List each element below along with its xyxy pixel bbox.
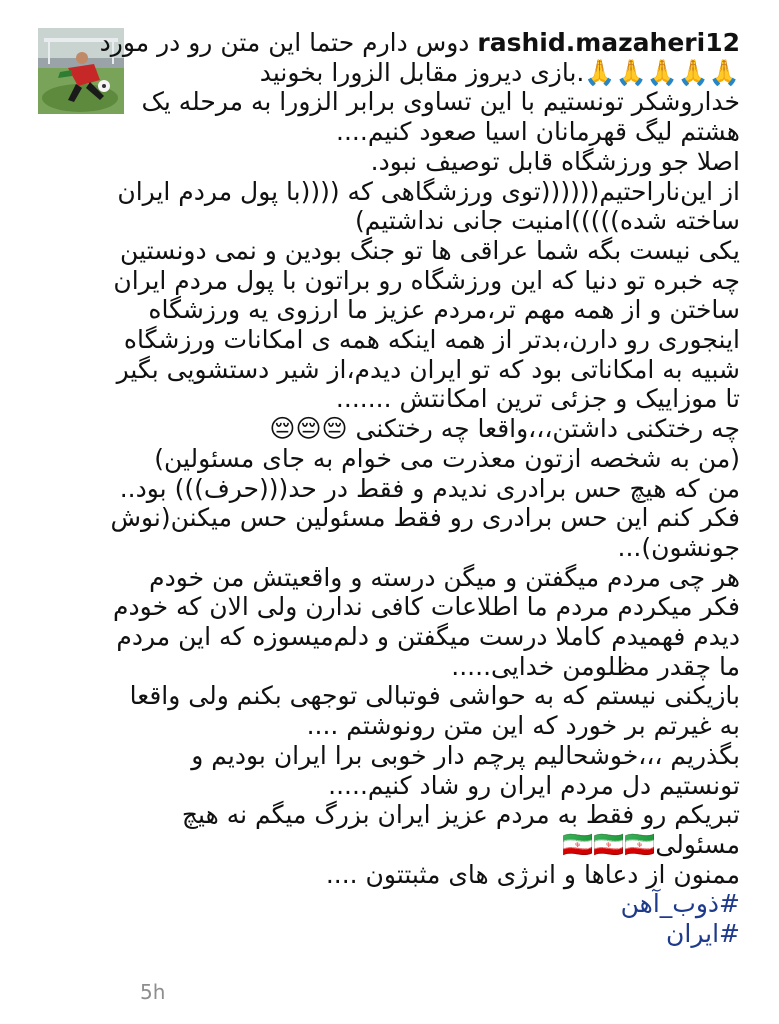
comment-line: از این‌ناراحتیم((((((توی ورزشگاهی که ((((با پول مردم ایران: [117, 176, 740, 206]
comment-line: چه خبره تو دنیا که این ورزشگاه رو براتون با پول مردم ایران: [113, 265, 740, 295]
comment-line: بازیکنی نیستم که به حواشی فوتبالی توجهی بکنم ولی واقعا: [129, 681, 740, 711]
comment-line: دیدم فهمیدم کاملا درست میگفتن و دلم‌میسوزه که این مردم: [116, 622, 740, 652]
comment-line: 🙏🙏🙏🙏🙏.بازی دیروز مقابل الزورا بخونید: [259, 57, 740, 87]
hashtag-link[interactable]: #ایران: [666, 919, 740, 949]
comment-text: [99, 28, 740, 949]
comment-line: اینجوری رو دارن،بدتر از همه اینکه همه ی امکانات ورزشگاه: [123, 325, 740, 355]
comment-line: فکر میکردم مردم ما اطلاعات کافی ندارن ولی الان که خودم: [113, 592, 740, 622]
comment-first-line: [99, 28, 740, 58]
hashtag-link[interactable]: #ذوب_آهن: [620, 889, 740, 919]
comment-line: ما چقدر مظلومن خدایی.....: [451, 651, 740, 681]
comment-line: (من به شخصه ازتون معذرت می خوام به جای مسئولین): [154, 443, 740, 473]
comment-line: شبیه به امکاناتی بود که تو ایران دیدم،از شیر دستشویی بگیر: [116, 354, 740, 384]
username-link[interactable]: rashid.mazaheri12: [477, 28, 740, 57]
comment-line: مسئولی🇮🇷🇮🇷🇮🇷: [562, 829, 740, 859]
comment-line-0: دوس دارم حتما این متن رو در مورد: [99, 28, 470, 57]
comment-line: هر چی مردم میگفتن و میگن درسته و واقعیتش من خودم: [149, 562, 740, 592]
comment-line: تا موزاییک و جزئی ترین امکانتش .......: [335, 384, 740, 414]
comment-line: ساختن و از همه مهم تر،مردم عزیز ما ارزوی یه ورزشگاه: [148, 295, 740, 325]
comment-line: یکی نیست بگه شما عراقی ها تو جنگ بودین و نمی دونستین: [120, 235, 740, 265]
comment-line: خداروشکر تونستیم با این تساوی برابر الزورا به مرحله یک: [141, 87, 740, 117]
comment-line: تبریکم رو فقط به مردم عزیز ایران بزرگ میگم نه هیچ: [181, 800, 740, 830]
comment-line: بگذریم ،،،خوشحالیم پرچم دار خوبی برا ایران بودیم و: [191, 740, 740, 770]
comment-line: هشتم لیگ قهرمانان اسیا صعود کنیم....: [336, 117, 740, 147]
comment-line: ساخته شده)))))امنیت جانی نداشتیم): [354, 206, 740, 236]
comment-line: من که هیچ حس برادری ندیدم و فقط در حد(((حرف))) بود..: [119, 473, 740, 503]
comment-line: فکر کنم این حس برادری رو فقط مسئولین حس میکنن(نوش: [110, 503, 740, 533]
comment-line: چه رختکنی داشتن،،،واقعا چه رختکنی 😔😔😔: [269, 414, 740, 444]
comment-line: ممنون از دعاها و انرژی های مثبتتون ....: [325, 859, 740, 889]
comment-line: به غیرتم بر خورد که این متن رونوشتم ....: [306, 711, 740, 741]
timestamp: 5h: [140, 980, 166, 1004]
comment-line: تونستیم دل مردم ایران رو شاد کنیم.....: [328, 770, 740, 800]
comment-line: اصلا جو ورزشگاه قابل توصیف نبود.: [370, 146, 740, 176]
comment-line: جونشون)...: [617, 532, 740, 562]
comment-body: [99, 28, 740, 968]
